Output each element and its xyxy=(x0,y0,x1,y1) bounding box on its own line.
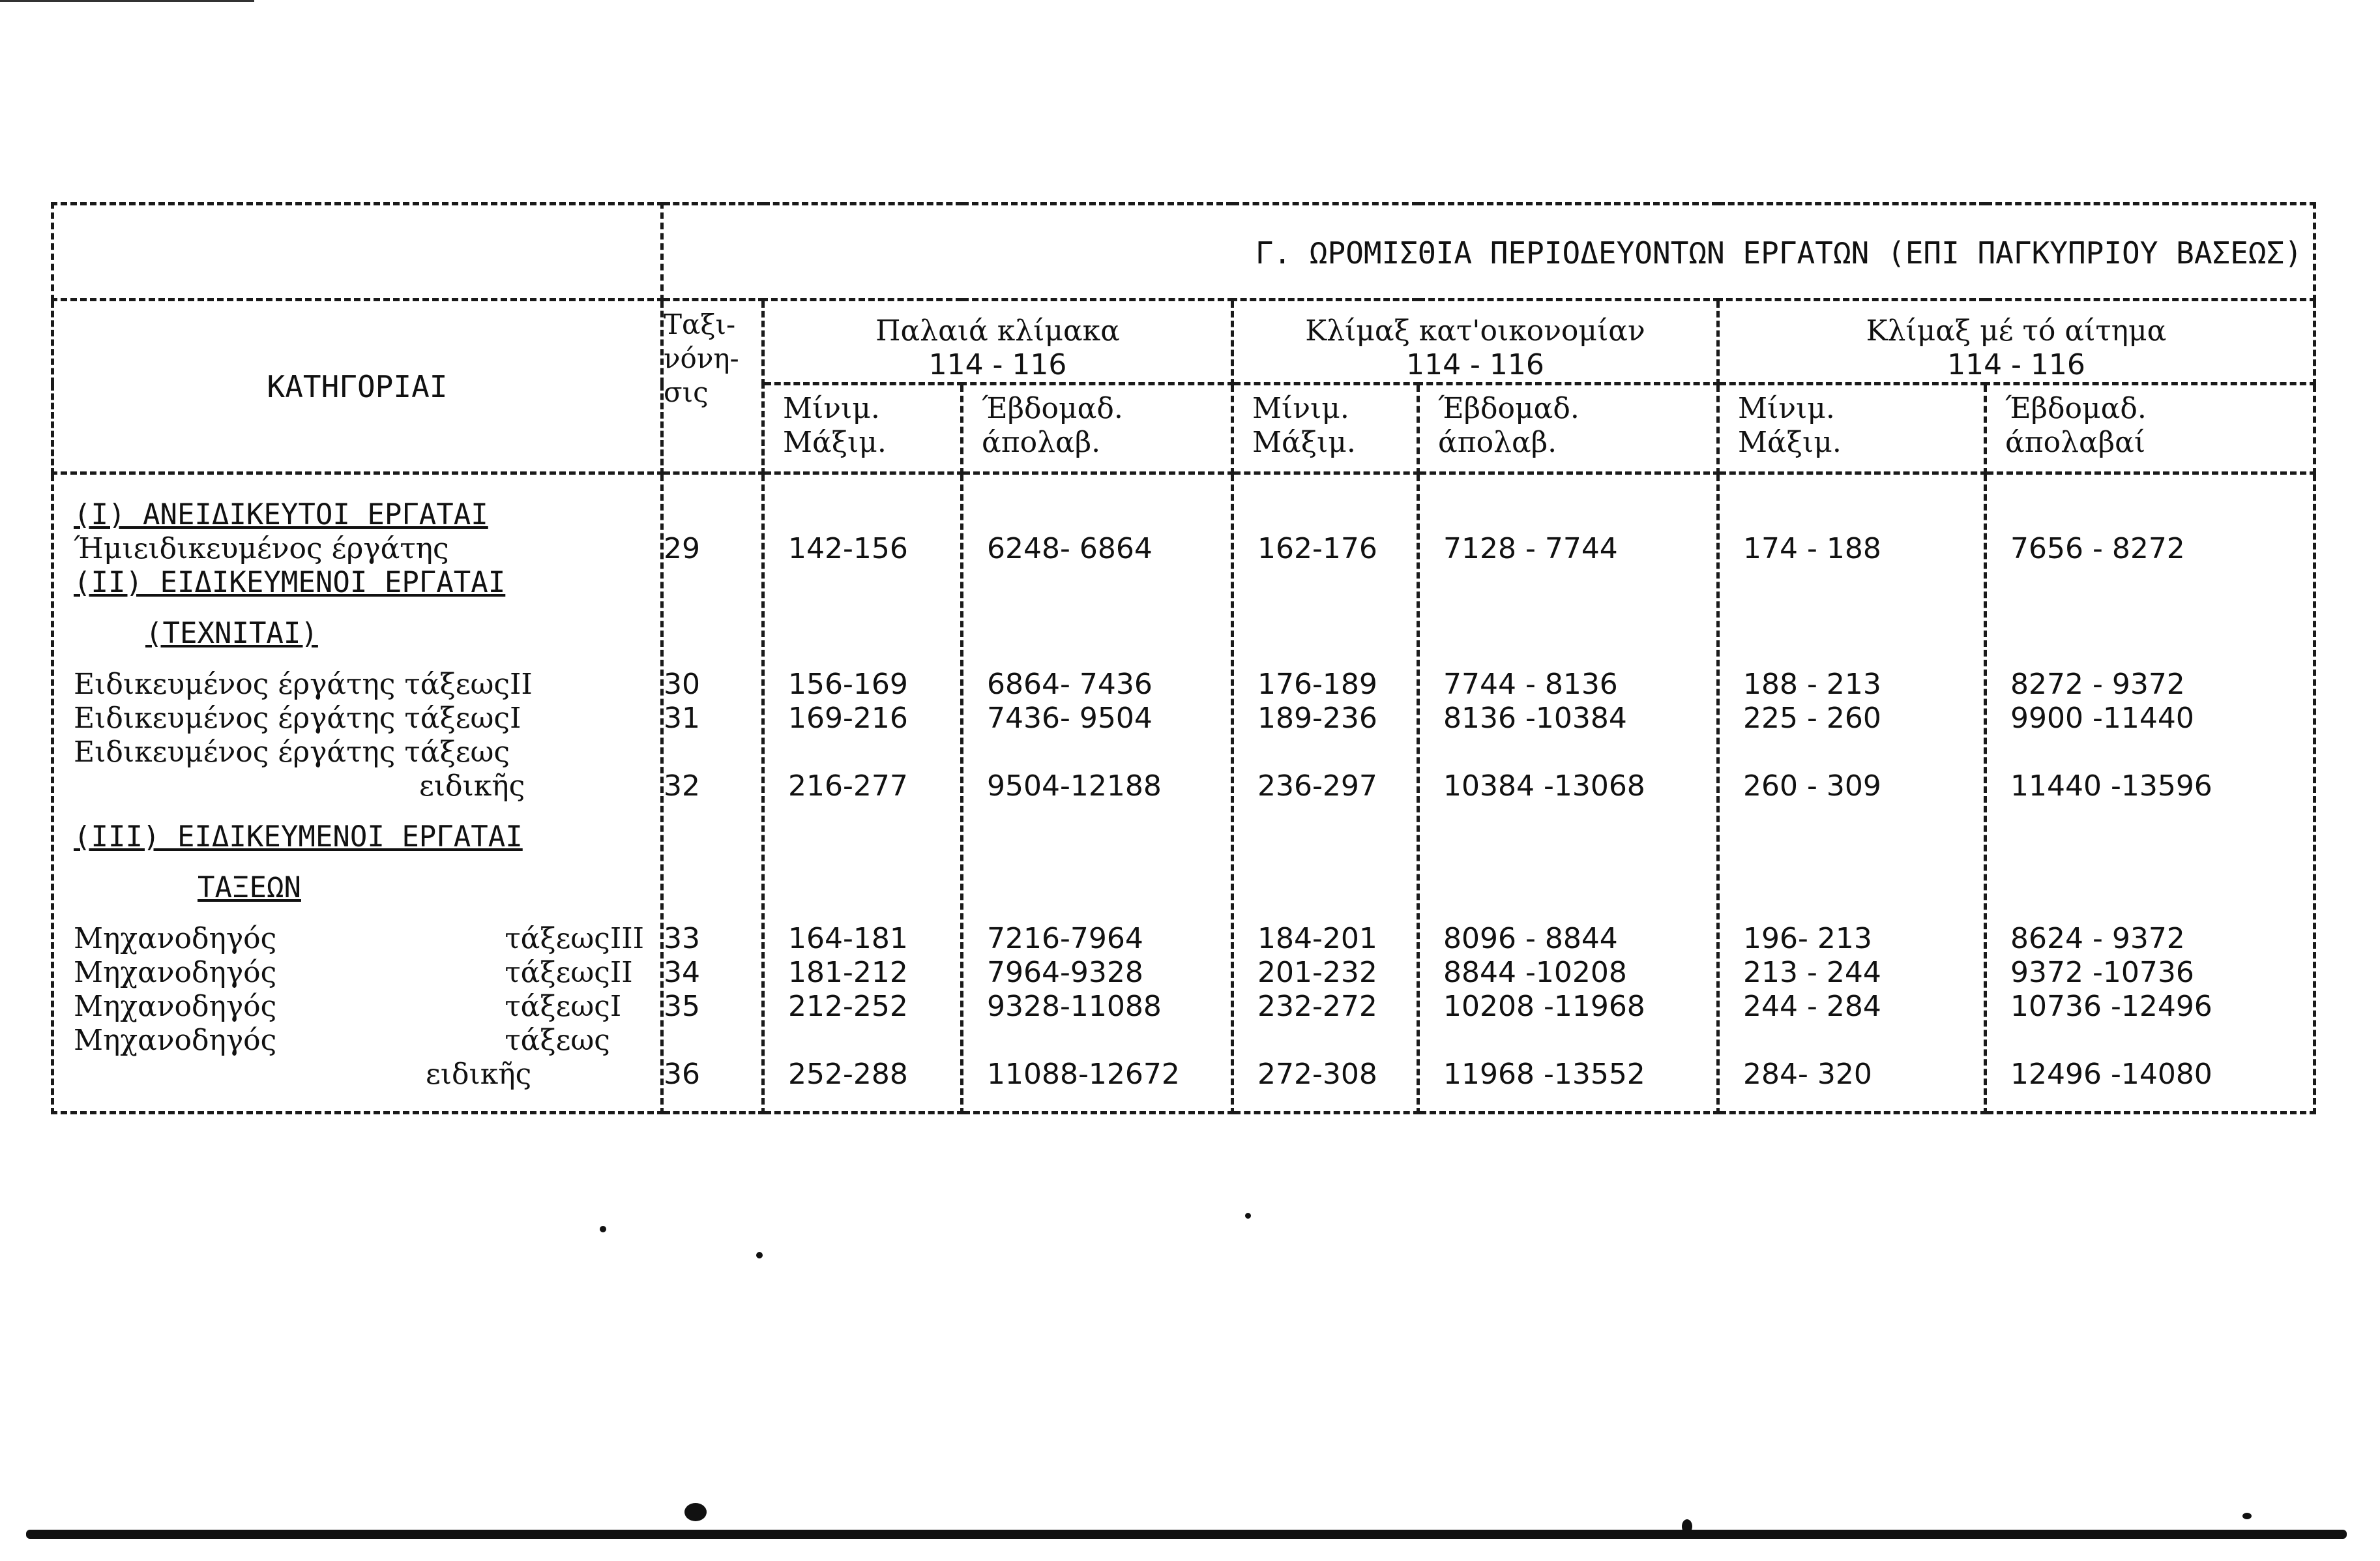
wage-table xyxy=(51,202,2316,1114)
old-minmax-column: 142-156 156-169 169-216 216-277 164-181 181-212 212-252 252-288 xyxy=(763,473,962,1113)
table-body-row xyxy=(53,473,2315,1113)
economy-weekly-column: 7128 - 7744 7744 - 8136 8136 -10384 10384 -13068 8096 - 8844 8844 -10208 10208 -11968 11968 -13552 xyxy=(1418,473,1718,1113)
row-label-29: Ήμιειδικευμένος έργάτης xyxy=(74,532,449,565)
group-economy-range: 114 - 116 xyxy=(1406,348,1544,381)
subheader-old-minmax: Μίνιμ. Μάξιμ. xyxy=(763,384,962,473)
taxinomisis-column: 29 30 31 32 33 34 35 36 xyxy=(662,473,763,1113)
row-label-30: Ειδικευμένος έργάτης τάξεωςΙΙ xyxy=(74,668,533,701)
row-label-32b: ειδικῆς xyxy=(419,769,525,803)
row-label-33: Μηχανοδηγός τάξεωςΙΙΙ xyxy=(74,922,645,955)
categories-column xyxy=(53,473,662,1113)
subheader-economy-weekly: Έβδομαδ. άπολαβ. xyxy=(1418,384,1718,473)
economy-minmax-column: 162-176 176-189 189-236 236-297 184-201 201-232 232-272 272-308 xyxy=(1233,473,1418,1113)
category-header: ΚΑΤΗΓΟΡΙΑΙ xyxy=(53,300,662,473)
row-label-34: Μηχανοδηγός τάξεωςΙΙ xyxy=(74,956,633,989)
group-header-row xyxy=(53,300,2315,384)
row-label-36a: Μηχανοδηγός τάξεως xyxy=(74,1024,610,1057)
section-1-heading: (Ι) ΑΝΕΙΔΙΚΕΥΤΟΙ ΕΡΓΑΤΑΙ xyxy=(74,498,488,531)
scan-speck xyxy=(756,1252,763,1258)
old-weekly-column: 6248- 6864 6864- 7436 7436- 9504 9504-12188 7216-7964 7964-9328 9328-11088 11088-12672 xyxy=(962,473,1233,1113)
taxinomisis-header: Ταξι- νόνη- σις xyxy=(662,300,763,473)
group-demand-label: Κλίμαξ μέ τό αίτημα xyxy=(1866,314,2167,348)
group-economy-scale xyxy=(1233,300,1718,384)
group-old-label: Παλαιά κλίμακα xyxy=(875,314,1120,348)
subheader-demand-minmax: Μίνιμ. Μάξιμ. xyxy=(1718,384,1986,473)
group-demand-range: 114 - 116 xyxy=(1947,348,2085,381)
subheader-demand-weekly: Έβδομαδ. άπολαβαί xyxy=(1986,384,2315,473)
demand-minmax-column: 174 - 188 188 - 213 225 - 260 260 - 309 196- 213 213 - 244 244 - 284 284- 320 xyxy=(1718,473,1986,1113)
group-old-range: 114 - 116 xyxy=(928,348,1067,381)
bottom-edge-shadow xyxy=(26,1530,2347,1539)
section-2-subheading: (ΤΕΧΝΙΤΑΙ) xyxy=(145,617,318,650)
group-old-scale xyxy=(763,300,1233,384)
row-label-32a: Ειδικευμένος έργάτης τάξεως xyxy=(74,736,510,769)
scan-speck xyxy=(2242,1513,2252,1519)
row-label-35: Μηχανοδηγός τάξεωςΙ xyxy=(74,990,622,1023)
subheader-old-weekly: Έβδομαδ. άπολαβ. xyxy=(962,384,1233,473)
row-label-31: Ειδικευμένος έργάτης τάξεωςΙ xyxy=(74,702,522,735)
scan-speck xyxy=(600,1226,606,1232)
scan-speck xyxy=(1245,1213,1251,1219)
group-demand-scale xyxy=(1718,300,2315,384)
group-economy-label: Κλίμαξ κατ'οικονομίαν xyxy=(1305,314,1645,348)
title-row xyxy=(53,204,2315,300)
title-blank-cell xyxy=(53,204,662,300)
subheader-economy-minmax: Μίνιμ. Μάξιμ. xyxy=(1233,384,1418,473)
table-title: Γ. ΩΡΟΜΙΣΘΙΑ ΠΕΡΙΟΔΕΥΟΝΤΩΝ ΕΡΓΑΤΩΝ (ΕΠΙ ΠΑΓΚΥΠΡΙΟΥ ΒΑΣΕΩΣ) xyxy=(662,204,2315,300)
section-2-heading: (ΙΙ) ΕΙΔΙΚΕΥΜΕΝΟΙ ΕΡΓΑΤΑΙ xyxy=(74,566,506,599)
scan-blot xyxy=(684,1503,707,1521)
section-3-heading: (ΙΙΙ) ΕΙΔΙΚΕΥΜΕΝΟΙ ΕΡΓΑΤΑΙ xyxy=(74,820,523,854)
top-edge-rule xyxy=(0,0,254,2)
row-label-36b: ειδικῆς xyxy=(426,1058,532,1091)
demand-weekly-column: 7656 - 8272 8272 - 9372 9900 -11440 11440 -13596 8624 - 9372 9372 -10736 10736 -12496 12496 -14080 xyxy=(1986,473,2315,1113)
section-3-subheading: ΤΑΞΕΩΝ xyxy=(198,871,301,904)
